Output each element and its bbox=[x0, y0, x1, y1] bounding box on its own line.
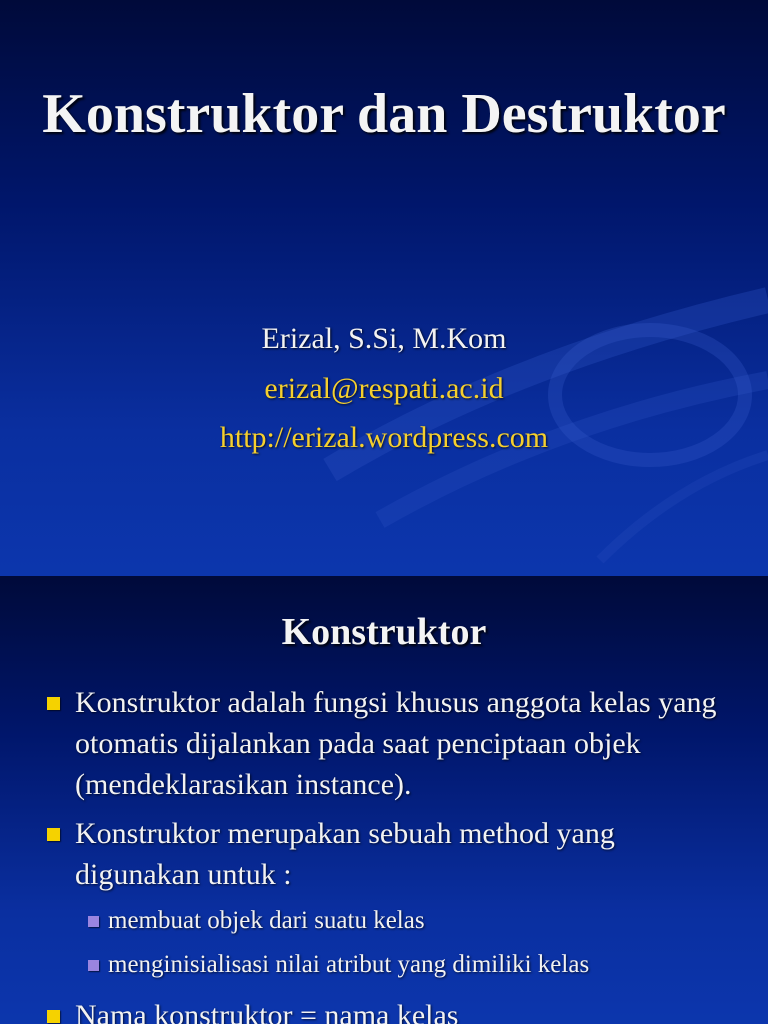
slide-title: Konstruktor dan Destruktor bbox=[42, 83, 726, 145]
author-email-link[interactable]: erizal@respati.ac.id bbox=[264, 372, 504, 405]
slide-heading: Konstruktor bbox=[281, 611, 487, 653]
sub-bullet-item bbox=[0, 943, 728, 987]
sub-bullet-list bbox=[75, 899, 728, 987]
bullet-list bbox=[0, 682, 768, 1024]
sub-bullet-item bbox=[0, 899, 728, 943]
bullet-item bbox=[0, 682, 768, 805]
author-name: Erizal, S.Si, M.Kom bbox=[261, 322, 507, 355]
bullet-text: Nama konstruktor = nama kelas bbox=[75, 999, 459, 1024]
square-sub-bullet-icon bbox=[88, 960, 99, 971]
square-sub-bullet-icon bbox=[88, 916, 99, 927]
bullet-text: Konstruktor merupakan sebuah method yang digunakan untuk : bbox=[75, 817, 615, 891]
square-bullet-icon bbox=[47, 697, 60, 710]
square-bullet-icon bbox=[47, 1010, 60, 1023]
square-bullet-icon bbox=[47, 828, 60, 841]
bullet-text: Konstruktor adalah fungsi khusus anggota kelas yang otomatis dijalankan pada saat penciptaan objek (mendeklarasikan instance). bbox=[75, 686, 717, 801]
author-website-link[interactable]: http://erizal.wordpress.com bbox=[219, 421, 549, 454]
sub-bullet-text: membuat objek dari suatu kelas bbox=[108, 907, 425, 934]
bullet-item bbox=[0, 995, 768, 1024]
content-slide bbox=[0, 576, 768, 1024]
bullet-item bbox=[0, 813, 768, 987]
sub-bullet-text: menginisialisasi nilai atribut yang dimiliki kelas bbox=[108, 951, 590, 978]
